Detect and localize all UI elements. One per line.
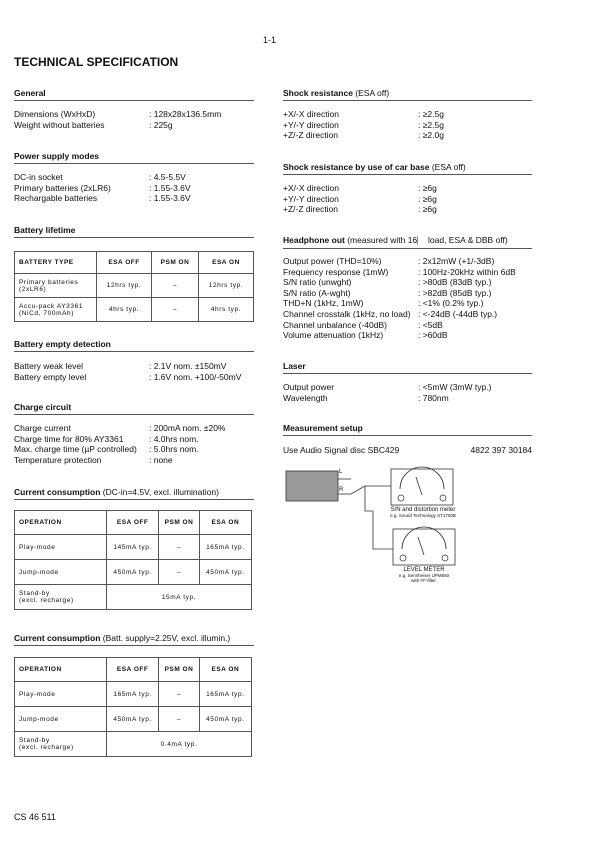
- table-row: Play-mode 145mA typ. – 165mA typ.: [15, 535, 252, 560]
- empty-detection-specs: [14, 361, 241, 382]
- label-l: L: [339, 469, 343, 475]
- spec-row: Primary batteries (2xLR6) : 1.55-3.6V: [14, 182, 191, 193]
- table-header-row: OPERATION ESA OFF PSM ON ESA ON: [15, 658, 252, 682]
- signal-line-branch: [365, 486, 373, 511]
- player-device: [286, 471, 338, 501]
- section-heading-general: General: [14, 88, 254, 101]
- spec-row: Charge current : 200mA nom. ±20%: [14, 423, 226, 433]
- spec-row: Charge time for 80% AY3361 : 4.0hrs nom.: [14, 433, 199, 444]
- level-meter-caption: LEVEL METER e.g. Sennheiser UPM550 with FF-filter.: [398, 567, 450, 583]
- spec-row: Channel crosstalk (1kHz, no load) : <-24dB (-44dB typ.): [283, 308, 498, 319]
- col-header: ESA OFF: [97, 252, 152, 274]
- spec-row: Temperature protection : none: [14, 454, 173, 465]
- section-heading-charge: Charge circuit: [14, 402, 254, 415]
- spec-row: Max. charge time (µP controlled) : 5.0hrs nom.: [14, 444, 199, 455]
- signal-switch: [351, 486, 365, 494]
- table-row: Play-mode 165mA typ. – 165mA typ.: [15, 682, 252, 707]
- spec-row: DC-in socket : 4.5-5.5V: [14, 172, 186, 182]
- section-heading-empty-detection: Battery empty detection: [14, 339, 254, 352]
- spec-row: +Y/-Y direction : ≥2.5g: [283, 119, 444, 130]
- spec-row: THD+N (1kHz, 1mW) : <1% (0.2% typ.): [283, 298, 484, 309]
- section-heading-shock-car: Shock resistance by use of car base (ESA off): [283, 162, 532, 175]
- table-row: Stand-by (excl. recharge) 0.4mA typ.: [15, 732, 252, 757]
- spec-row: Wavelength : 780nm: [283, 392, 449, 403]
- col-header: PSM ON: [152, 252, 199, 274]
- charge-specs: [14, 423, 225, 465]
- shock-specs: [283, 109, 444, 141]
- table-header-row: OPERATION ESA OFF PSM ON ESA ON: [15, 511, 252, 535]
- headphone-specs: [283, 256, 516, 341]
- section-heading-power: Power supply modes: [14, 151, 254, 164]
- consumption-dc-table: [14, 510, 252, 610]
- spec-row: Channel unbalance (-40dB) : <5dB: [283, 319, 443, 330]
- col-header: ESA ON: [198, 252, 253, 274]
- page-number: 1-1: [263, 35, 277, 45]
- spec-row: Output power : <5mW (3mW typ.): [283, 382, 492, 392]
- spec-row: +Z/-Z direction : ≥6g: [283, 204, 437, 215]
- sn-meter-caption: S/N and distortion meter e.g. Sound Technology ST1700B: [390, 507, 456, 518]
- spec-row: S/N ratio (unwght) : >80dB (83dB typ.): [283, 277, 492, 288]
- battery-lifetime-table: [14, 251, 254, 322]
- table-header-row: [15, 252, 254, 274]
- section-heading-laser: Laser: [283, 361, 532, 374]
- general-specs: [14, 109, 221, 130]
- table-row: Jump-mode 450mA typ. – 450mA typ.: [15, 560, 252, 585]
- section-heading-headphone: Headphone out (measured with 16⎸ load, ESA & DBB off): [283, 235, 532, 249]
- spec-row: Output power (THD=10%) : 2x12mW (+1/-3dB): [283, 256, 495, 266]
- spec-row: Rechargable batteries : 1.55-3.6V: [14, 193, 191, 204]
- table-row: Jump-mode 450mA typ. – 450mA typ.: [15, 707, 252, 732]
- table-row: Primary batteries (2xLR6) 12hrs typ. – 12hrs typ.: [15, 274, 254, 298]
- section-heading-shock: Shock resistance (ESA off): [283, 88, 532, 101]
- section-heading-measurement: Measurement setup: [283, 423, 532, 436]
- page-title: TECHNICAL SPECIFICATION: [14, 55, 179, 69]
- section-heading-battery-lifetime: Battery lifetime: [14, 225, 254, 238]
- spec-row: Dimensions (WxHxD) : 128x28x136.5mm: [14, 109, 222, 119]
- measurement-setup-line: Use Audio Signal disc SBC429 4822 397 30184: [283, 445, 532, 455]
- shock-car-specs: [283, 183, 437, 215]
- spec-row: S/N ratio (A-wght) : >82dB (85dB typ.): [283, 287, 492, 298]
- spec-row: Weight without batteries : 225g: [14, 119, 173, 130]
- section-heading-consumption-dc: Current consumption (DC-in=4.5V, excl. illumination): [14, 487, 254, 500]
- table-row: Stand-by (excl. recharge) 15mA typ.: [15, 585, 252, 610]
- spec-row: +Y/-Y direction : ≥6g: [283, 193, 437, 204]
- measurement-diagram: [283, 465, 523, 600]
- power-specs: [14, 172, 191, 204]
- col-header: BATTERY TYPE: [15, 252, 97, 274]
- label-r: R: [339, 487, 344, 493]
- section-heading-consumption-batt: Current consumption (Batt. supply=2.25V, excl. illumin.): [14, 633, 254, 646]
- consumption-batt-table: [14, 657, 252, 757]
- table-row: Accu-pack AY3361 (NiCd, 700mAh) 4hrs typ. – 4hrs typ.: [15, 298, 254, 322]
- spec-row: +X/-X direction : ≥2.5g: [283, 109, 444, 119]
- spec-row: Volume attenuation (1kHz) : >60dB: [283, 330, 448, 341]
- spec-row: +Z/-Z direction : ≥2.0g: [283, 130, 444, 141]
- spec-row: Battery empty level : 1.6V nom. +100/-50mV: [14, 371, 242, 382]
- document-code: CS 46 511: [14, 812, 56, 822]
- spec-row: Frequency response (1mW) : 100Hz-20kHz within 6dB: [283, 266, 516, 277]
- spec-row: Battery weak level : 2.1V nom. ±150mV: [14, 361, 227, 371]
- spec-row: +X/-X direction : ≥6g: [283, 183, 437, 193]
- laser-specs: [283, 382, 491, 403]
